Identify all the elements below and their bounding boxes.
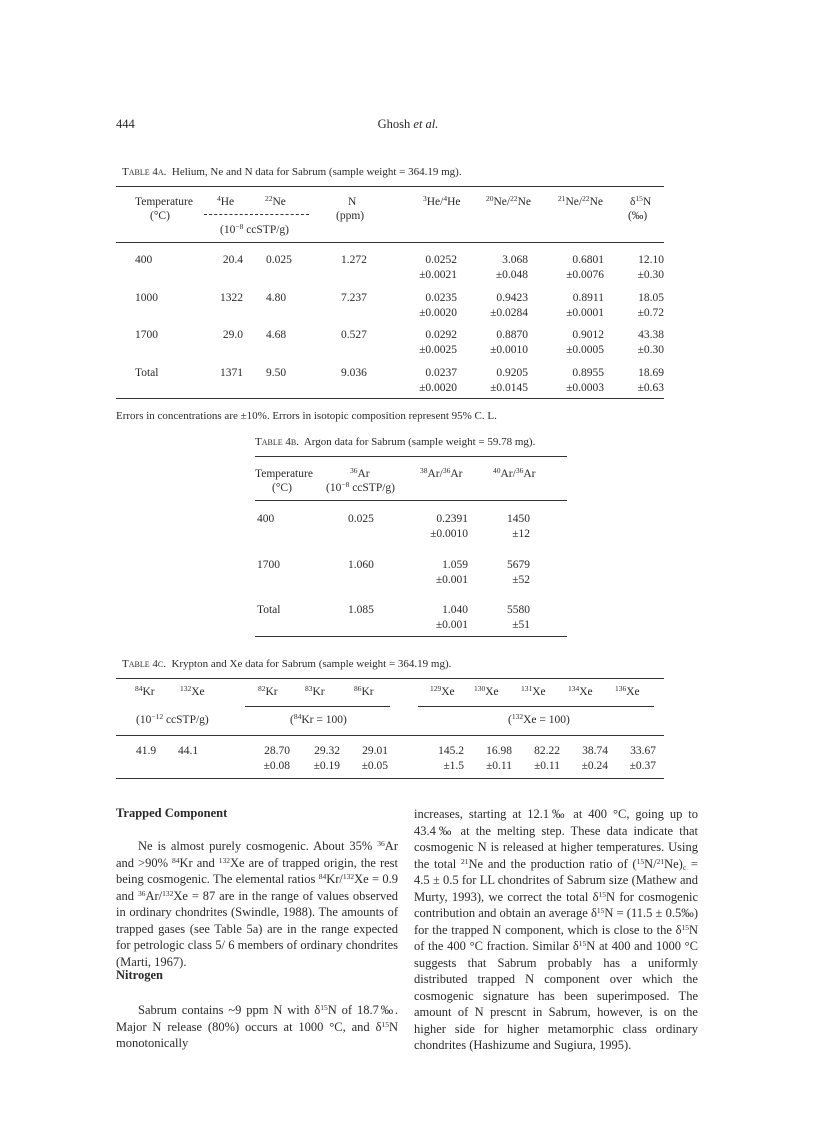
- cell-ne20-ratio-error: ±0.0010: [490, 344, 528, 356]
- cell-n: 9.036: [341, 367, 367, 379]
- table-4b-caption: Table 4b. Argon data for Sabrum (sample weight = 59.78 mg).: [255, 436, 536, 448]
- table-4c-kr-norm: ($^{84}$Kr = 100): [290, 712, 347, 726]
- cell-xe130-error: ±0.11: [485, 760, 512, 772]
- cell-ar38-ratio: 0.2391: [436, 513, 468, 525]
- heading-nitrogen: Nitrogen: [116, 968, 163, 982]
- col-header-xe130: $^{130}$Xe: [474, 684, 499, 698]
- cell-ne21-ratio-error: ±0.0001: [566, 307, 604, 319]
- table-4c-top-rule: [116, 678, 664, 679]
- cell-ne20-ratio: 3.068: [502, 254, 528, 266]
- col-header-ar40-ratio: $^{40}$Ar/$^{36}$Ar: [493, 466, 536, 480]
- cell-he4: 29.0: [222, 329, 243, 341]
- cell-ne22: 4.68: [266, 329, 287, 341]
- cell-ne20-ratio-error: ±0.048: [495, 269, 528, 281]
- table-4c-xe-rule: [418, 706, 654, 707]
- cell-ar40-ratio: 5679: [507, 559, 530, 571]
- cell-ar36: 1.085: [348, 604, 374, 616]
- cell-xe132: 44.1: [178, 745, 199, 757]
- cell-d15n: 43.38: [638, 329, 664, 341]
- cell-he-ratio-error: ±0.0021: [419, 269, 457, 281]
- heading-trapped-component: Trapped Component: [116, 806, 228, 820]
- col-header-xe129: $^{129}$Xe: [430, 684, 455, 698]
- cell-ne20-ratio: 0.9205: [496, 367, 528, 379]
- paragraph-nitrogen-continued: increases, starting at 12.1‰ at 400 °C, going up to 43.4‰ at the melting step. These data indicate that cosmogenic N is released at higher temperatures. Using the total $^{21}$Ne and the production ratio of $(^{15}N/^{21}Ne)_c = 4.5 \pm 0.5$ for LL chondrites of Sabrum size (Mathew and Murty, 1993), we correct the total $\delta^{15}N$ for cosmogenic contribution and obtain an average $\delta^{15}N = (11.5$ ± 0.5‰) for the trapped N component, which is close to the $\delta^{15}N$ of the 400 °C fraction. Similar $\delta^{15}N$ at 400 and 1000 °C suggests that Sabrum probably has a uniformly distributed trapped N component over which the cosmogenic signature has been superimposed. The amount of N prescnt in Sabrum, however, is on the higher side for higher metamorphic class ordinary chondrites (Hashizume and Sugiura, 1995).: [414, 807, 698, 1052]
- col-header-d15n-unit: (‰): [628, 210, 648, 222]
- cell-kr83-error: ±0.19: [313, 760, 340, 772]
- cell-n: 0.527: [341, 329, 367, 341]
- cell-ne20-ratio: 0.9423: [496, 292, 528, 304]
- cell-ar38-ratio-error: ±0.0010: [430, 528, 468, 540]
- cell-ne21-ratio-error: ±0.0003: [566, 382, 604, 394]
- cell-kr86-error: ±0.05: [361, 760, 388, 772]
- cell-xe136-error: ±0.37: [629, 760, 656, 772]
- cell-temperature: Total: [257, 604, 281, 616]
- cell-d15n-error: ±0.30: [637, 344, 664, 356]
- cell-ar40-ratio-error: ±52: [512, 574, 530, 586]
- cell-xe130: 16.98: [486, 745, 512, 757]
- cell-he-ratio: 0.0235: [425, 292, 457, 304]
- col-header-conc-unit: ($10^{-8}$ ccSTP/g): [220, 222, 290, 236]
- table-4a-header-rule: [116, 242, 664, 243]
- table-4b-bottom-rule: [255, 636, 567, 637]
- cell-ne20-ratio-error: ±0.0284: [490, 307, 528, 319]
- table-4a-caption: Table 4a. Helium, Ne and N data for Sabrum (sample weight = 364.19 mg).: [122, 166, 462, 178]
- cell-ne22: 4.80: [266, 292, 287, 304]
- table-4c-kr-rule: [245, 706, 390, 707]
- table-4c-header-rule: [116, 735, 664, 736]
- cell-he4: 20.4: [222, 254, 243, 266]
- cell-he-ratio: 0.0292: [425, 329, 457, 341]
- col-header-temperature-b: Temperature: [255, 468, 313, 480]
- col-header-kr84: $^{84}$Kr: [135, 684, 155, 698]
- cell-d15n: 18.05: [638, 292, 664, 304]
- table-4a-footnote: Errors in concentrations are ±10%. Errors in isotopic composition represent 95% C. L.: [116, 410, 497, 422]
- table-4b-header-rule: [255, 500, 567, 501]
- col-header-xe131: $^{131}$Xe: [521, 684, 546, 698]
- cell-n: 1.272: [341, 254, 367, 266]
- cell-kr82-error: ±0.08: [263, 760, 290, 772]
- col-header-xe136: $^{136}$Xe: [615, 684, 640, 698]
- cell-he4: 1371: [220, 367, 243, 379]
- col-header-kr86: $^{86}$Kr: [354, 684, 374, 698]
- paragraph-trapped-component: Ne is almost purely cosmogenic. About 35% $^{36}$Ar and >90% $^{84}$Kr and $^{132}$Xe are of trapped origin, the rest being cosmogenic. The elemental ratios $^{84}$Kr/$^{132}$Xe = 0.9 and $^{36}$Ar/$^{132}$Xe = 87 are in the range of values observed in ordinary chondrites (Swindle, 1988). The amounts of trapped gases (see Table 5a) are in the range expected for petrologic class 5/ 6 members of ordinary chondrites (Marti, 1967).: [116, 839, 399, 969]
- table-4a-bottom-rule: [116, 398, 664, 399]
- cell-d15n-error: ±0.63: [637, 382, 664, 394]
- col-header-d15n: $\delta^{15}N$: [630, 194, 652, 208]
- paragraph-nitrogen: Sabrum contains ~9 ppm N with $\delta^{15}N$ of 18.7‰. Major N release (80%) occurs at 1000 °C, and $\delta^{15}N$ monotonically: [116, 1003, 398, 1050]
- cell-temperature: 400: [257, 513, 275, 525]
- col-header-xe134: $^{134}$Xe: [568, 684, 593, 698]
- cell-xe134-error: ±0.24: [581, 760, 608, 772]
- col-header-xe132: $^{132}$Xe: [180, 684, 205, 698]
- cell-ar40-ratio: 1450: [507, 513, 530, 525]
- cell-ar38-ratio: 1.059: [442, 559, 468, 571]
- cell-d15n-error: ±0.72: [637, 307, 664, 319]
- cell-xe129-error: ±1.5: [443, 760, 464, 772]
- cell-ne21-ratio: 0.6801: [572, 254, 604, 266]
- cell-ne20-ratio-error: ±0.0145: [490, 382, 528, 394]
- cell-n: 7.237: [341, 292, 367, 304]
- page-number: 444: [116, 117, 135, 131]
- cell-ar40-ratio-error: ±51: [512, 619, 530, 631]
- table-4c-conc-unit: ($10^{-12}$ ccSTP/g): [136, 712, 209, 726]
- cell-ne21-ratio: 0.8911: [572, 292, 604, 304]
- table-4b-top-rule: [255, 456, 567, 457]
- col-header-ne20-ratio: $^{20}$Ne/$^{22}$Ne: [486, 194, 532, 208]
- col-header-ne22: $^{22}$Ne: [265, 194, 286, 208]
- cell-ar38-ratio: 1.040: [442, 604, 468, 616]
- cell-ne20-ratio: 0.8870: [496, 329, 528, 341]
- table-4a-top-rule: [116, 186, 664, 187]
- cell-temperature: 400: [135, 254, 153, 266]
- cell-ar36: 1.060: [348, 559, 374, 571]
- cell-ne22: 0.025: [266, 254, 292, 266]
- cell-temperature: 1700: [257, 559, 280, 571]
- table-4a-conc-rule: [204, 214, 309, 215]
- col-header-ar-conc-unit: ($10^{-8}$ ccSTP/g): [326, 480, 396, 494]
- cell-ar38-ratio-error: ±0.001: [435, 574, 468, 586]
- cell-ne21-ratio: 0.8955: [572, 367, 604, 379]
- col-header-kr83: $^{83}$Kr: [305, 684, 325, 698]
- cell-kr83: 29.32: [314, 745, 340, 757]
- cell-kr86: 29.01: [362, 745, 388, 757]
- cell-temperature: 1000: [135, 292, 158, 304]
- cell-d15n: 12.10: [638, 254, 664, 266]
- cell-ne21-ratio-error: ±0.0005: [566, 344, 604, 356]
- cell-kr82: 28.70: [264, 745, 290, 757]
- table-4c-xe-norm: ($^{132}$Xe = 100): [508, 712, 570, 726]
- cell-ar38-ratio-error: ±0.001: [435, 619, 468, 631]
- cell-d15n-error: ±0.30: [637, 269, 664, 281]
- cell-xe134: 38.74: [582, 745, 608, 757]
- col-header-ar36: $^{36}$Ar: [350, 466, 370, 480]
- cell-kr84: 41.9: [136, 745, 157, 757]
- cell-xe131-error: ±0.11: [533, 760, 560, 772]
- cell-he-ratio: 0.0252: [425, 254, 457, 266]
- cell-xe129: 145.2: [438, 745, 464, 757]
- cell-he-ratio: 0.0237: [425, 367, 457, 379]
- cell-he-ratio-error: ±0.0020: [419, 382, 457, 394]
- cell-xe131: 82.22: [534, 745, 560, 757]
- col-header-temperature-unit-b: (°C): [272, 482, 292, 494]
- cell-ne21-ratio: 0.9012: [572, 329, 604, 341]
- col-header-he4: $^4$He: [217, 194, 235, 208]
- col-header-n-unit: (ppm): [336, 210, 365, 222]
- cell-temperature: 1700: [135, 329, 158, 341]
- table-4c-bottom-rule: [116, 778, 664, 779]
- col-header-kr82: $^{82}$Kr: [258, 684, 278, 698]
- running-title: Ghosh et al.: [377, 117, 439, 131]
- cell-he4: 1322: [220, 292, 243, 304]
- cell-he-ratio-error: ±0.0020: [419, 307, 457, 319]
- table-4c-caption: Table 4c. Krypton and Xe data for Sabrum (sample weight = 364.19 mg).: [122, 658, 452, 670]
- cell-ne21-ratio-error: ±0.0076: [566, 269, 604, 281]
- col-header-ne21-ratio: $^{21}$Ne/$^{22}$Ne: [558, 194, 604, 208]
- cell-d15n: 18.69: [638, 367, 664, 379]
- col-header-he-ratio: $^3$He/$^4$He: [423, 194, 461, 208]
- cell-temperature: Total: [135, 367, 159, 379]
- cell-ar40-ratio: 5580: [507, 604, 530, 616]
- cell-he-ratio-error: ±0.0025: [419, 344, 457, 356]
- cell-ar40-ratio-error: ±12: [512, 528, 530, 540]
- col-header-ar38-ratio: $^{38}$Ar/$^{36}$Ar: [420, 466, 463, 480]
- col-header-n: N: [348, 196, 357, 208]
- col-header-temperature: Temperature: [135, 196, 193, 208]
- cell-ne22: 9.50: [266, 367, 287, 379]
- cell-xe136: 33.67: [630, 745, 656, 757]
- col-header-temperature-unit: (°C): [150, 210, 170, 222]
- cell-ar36: 0.025: [348, 513, 374, 525]
